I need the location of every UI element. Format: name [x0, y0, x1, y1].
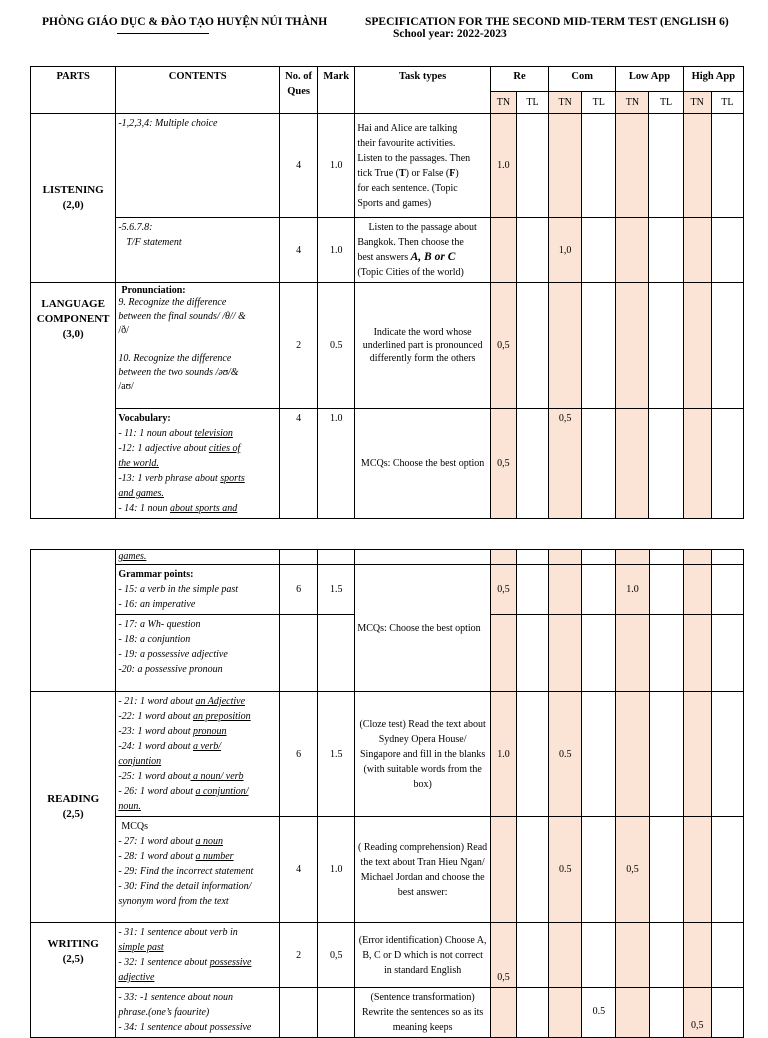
content-text: - 14: 1 noun	[118, 503, 171, 514]
task-text: T	[398, 167, 406, 179]
content-text: cities of	[208, 443, 241, 454]
content-line: the world.	[118, 458, 159, 469]
content-text: -12: 1 adjective about	[118, 443, 209, 454]
re-tn-head: TN	[490, 92, 516, 114]
task-text: )	[455, 167, 459, 179]
content-text: a conjuntion/	[195, 786, 249, 797]
content-line: between the final sounds/ /θ// &	[118, 311, 246, 322]
content-line: - 18: a conjuntion	[118, 634, 191, 645]
com-tn-value: 1,0	[549, 218, 582, 283]
task-line: Hai and Alice are talking	[357, 122, 458, 134]
task-line: (Topic Cities of the world)	[357, 267, 464, 278]
content-line: 10. Recognize the difference	[118, 353, 232, 364]
spec-table-page1	[30, 66, 744, 519]
table-row	[31, 114, 744, 218]
part-label: COMPONENT	[36, 313, 110, 325]
task-line: Bangkok. Then choose the	[357, 237, 464, 248]
table-row	[31, 218, 744, 283]
part-score: (3,0)	[62, 328, 84, 340]
department-text: PHÒNG GIÁO DỤC & ĐÀO TẠO HUYỆN NÚI THÀNH	[42, 16, 328, 28]
content-text: pronoun	[192, 726, 227, 737]
noq: 4	[280, 409, 318, 519]
content-text: possessive	[209, 957, 252, 968]
col-task-types: Task types	[355, 67, 491, 114]
task-line: for each sentence. (Topic	[357, 182, 458, 194]
content-line: and games.	[118, 488, 164, 499]
table-row	[31, 409, 744, 519]
content-line: - 33: -1 sentence about noun	[118, 992, 234, 1003]
task-error-identification: (Error identification) Choose A, B, C or D which is not correct in standard English	[355, 923, 491, 988]
content-line: phrase.(one’s faourite)	[118, 1007, 210, 1018]
content-text: - 21: 1 word about	[118, 696, 196, 707]
part-listening	[31, 114, 116, 283]
mark: 1.0	[318, 409, 355, 519]
content-text: - 32: 1 sentence about	[118, 957, 210, 968]
content-text: a verb/	[192, 741, 222, 752]
content-line: - 15: a verb in the simple past	[118, 584, 239, 595]
part-writing	[31, 923, 116, 1038]
content-text: an preposition	[192, 711, 251, 722]
content-line: - 17: a Wh- question	[118, 619, 201, 630]
content-line: simple past	[118, 942, 164, 953]
com-tn-head: TN	[549, 92, 582, 114]
task-text: ) or False (	[405, 167, 450, 179]
content-text: an Adjective	[195, 696, 246, 707]
high-tn-value: 0,5	[683, 988, 711, 1038]
part-language	[31, 283, 116, 519]
vocabulary-continuation: games.	[116, 550, 280, 565]
grammar-content-1	[116, 565, 280, 615]
content-text: - 11: 1 noun about	[118, 428, 195, 439]
task-grammar: MCQs: Choose the best option	[355, 565, 491, 692]
col-com: Com	[549, 67, 616, 92]
document-title	[365, 16, 729, 40]
low-tn-value: 0,5	[616, 817, 649, 923]
col-re: Re	[490, 67, 548, 92]
content-line: - 31: 1 sentence about verb in	[118, 927, 238, 938]
content-line: - 34: 1 sentence about possessive	[118, 1022, 252, 1033]
content-line: - 29: Find the incorrect statement	[118, 866, 254, 877]
table-row	[31, 817, 744, 923]
listening-content-1: -1,2,3,4: Multiple choice	[116, 114, 280, 218]
content-text: - 27: 1 word about	[118, 836, 196, 847]
noq: 6	[280, 565, 318, 615]
com-tn-value: 0,5	[549, 409, 582, 519]
mark: 0.5	[318, 283, 355, 409]
content-line: noun.	[118, 801, 141, 812]
part-score: (2,0)	[62, 199, 84, 211]
error-content	[116, 923, 280, 988]
comprehension-content	[116, 817, 280, 923]
content-text: -23: 1 word about	[118, 726, 193, 737]
pronunciation-content	[116, 283, 280, 409]
content-text: television	[194, 428, 233, 439]
content-line: - 19: a possessive adjective	[118, 649, 228, 660]
spec-table-page2	[30, 549, 744, 1038]
task-line: Listen to the passage about	[368, 222, 477, 233]
low-tn-value: 1.0	[616, 565, 649, 615]
cloze-content	[116, 692, 280, 817]
department-name	[42, 16, 327, 28]
content-heading: Grammar points:	[118, 569, 194, 580]
mark: 1.0	[318, 817, 355, 923]
task-vocabulary: MCQs: Choose the best option	[355, 409, 491, 519]
content-text: -24: 1 word about	[118, 741, 193, 752]
content-line: T/F statement	[126, 237, 182, 248]
task-listening-1	[355, 114, 491, 218]
col-contents: CONTENTS	[116, 67, 280, 114]
task-line: Listen to the passages. Then	[357, 152, 471, 164]
re-tn-value: 0,5	[490, 923, 516, 988]
content-line: - 30: Find the detail information/	[118, 881, 252, 892]
part-label: LANGUAGE	[41, 298, 105, 310]
re-tn-value: 1.0	[490, 114, 516, 218]
mark: 0,5	[318, 923, 355, 988]
part-reading	[31, 692, 116, 923]
content-text: -13: 1 verb phrase about	[118, 473, 221, 484]
col-high-app: High App	[683, 67, 743, 92]
grammar-content-2	[116, 615, 280, 692]
content-heading: Pronunciation:	[121, 285, 186, 296]
task-text: best answers	[357, 252, 409, 263]
high-tl-head: TL	[711, 92, 743, 114]
com-tn-value: 0.5	[549, 817, 582, 923]
noq: 2	[280, 283, 318, 409]
content-heading: Vocabulary:	[118, 413, 171, 424]
task-line: Sports and games)	[357, 197, 432, 209]
col-parts: PARTS	[31, 67, 116, 114]
content-heading: MCQs	[121, 821, 149, 832]
re-tn-value: 0,5	[490, 283, 516, 409]
table-row	[31, 283, 744, 409]
school-year: School year: 2022-2023	[393, 28, 507, 40]
task-comprehension: ( Reading comprehension) Read the text about Tran Hieu Ngan/ Michael Jordan and choose the best answer:	[355, 817, 491, 923]
content-line: 9. Recognize the difference	[118, 297, 227, 308]
content-text: a noun/ verb	[190, 771, 244, 782]
content-line: /aʊ/	[118, 381, 134, 392]
table-row	[31, 565, 744, 615]
content-text: - 26: 1 word about	[118, 786, 196, 797]
mark: 1.0	[318, 218, 355, 283]
noq: 6	[280, 692, 318, 817]
part-label: READING	[47, 793, 100, 805]
content-line: /ð/	[118, 325, 129, 336]
content-text: a number	[195, 851, 234, 862]
part-language-cont	[31, 550, 116, 692]
task-cloze: (Cloze test) Read the text about Sydney Opera House/ Singapore and fill in the blanks (with suitable words from the box)	[355, 692, 491, 817]
content-text: - 28: 1 word about	[118, 851, 196, 862]
noq: 2	[280, 923, 318, 988]
task-text: F	[449, 167, 456, 179]
table-row	[31, 923, 744, 988]
task-line: their favourite activities.	[357, 137, 456, 149]
content-text: about sports and	[170, 503, 238, 514]
low-tl-head: TL	[649, 92, 683, 114]
noq: 4	[280, 114, 318, 218]
content-line: -5.6.7.8:	[118, 222, 153, 233]
part-label: WRITING	[47, 938, 99, 950]
com-tl-head: TL	[582, 92, 616, 114]
mark: 1.5	[318, 565, 355, 615]
header-underline	[117, 33, 209, 34]
listening-content-2	[116, 218, 280, 283]
com-tl-value: 0.5	[582, 988, 616, 1038]
content-text: sports	[220, 473, 245, 484]
task-pronunciation: Indicate the word whose underlined part is pronounced differently form the others	[355, 283, 491, 409]
content-line: -20: a possessive pronoun	[118, 664, 223, 675]
mark: 1.0	[318, 114, 355, 218]
title-text: SPECIFICATION FOR THE SECOND MID-TERM TEST (ENGLISH 6)	[365, 16, 729, 28]
mark: 1.5	[318, 692, 355, 817]
re-tn-value: 0,5	[490, 565, 516, 615]
content-line: between the two sounds /əʊ/&	[118, 367, 239, 378]
task-transformation: (Sentence transformation) Rewrite the sentences so as its meaning keeps	[355, 988, 491, 1038]
com-tn-value: 0.5	[549, 692, 582, 817]
part-score: (2,5)	[62, 953, 84, 965]
low-tn-head: TN	[616, 92, 649, 114]
part-label: LISTENING	[42, 184, 104, 196]
noq: 4	[280, 817, 318, 923]
content-line: adjective	[118, 972, 155, 983]
high-tn-head: TN	[683, 92, 711, 114]
table-row	[31, 692, 744, 817]
table-row	[31, 988, 744, 1038]
content-line: synonym word from the text	[118, 896, 229, 907]
task-listening-2	[355, 218, 491, 283]
col-mark: Mark	[318, 67, 355, 114]
re-tn-value: 1.0	[490, 692, 516, 817]
content-text: -22: 1 word about	[118, 711, 193, 722]
content-line: conjuntion	[118, 756, 162, 767]
content-text: a noun	[195, 836, 223, 847]
col-noques: No. of Ques	[280, 67, 318, 114]
part-score: (2,5)	[62, 808, 84, 820]
re-tl-head: TL	[516, 92, 548, 114]
content-line: - 16: an imperative	[118, 599, 196, 610]
task-text: A, B or C	[410, 251, 456, 263]
task-text: tick True (	[357, 167, 399, 179]
re-tn-value: 0,5	[490, 409, 516, 519]
noq: 4	[280, 218, 318, 283]
transformation-content	[116, 988, 280, 1038]
content-text: -25: 1 word about	[118, 771, 191, 782]
table-row	[31, 550, 744, 565]
vocabulary-content	[116, 409, 280, 519]
col-low-app: Low App	[616, 67, 683, 92]
